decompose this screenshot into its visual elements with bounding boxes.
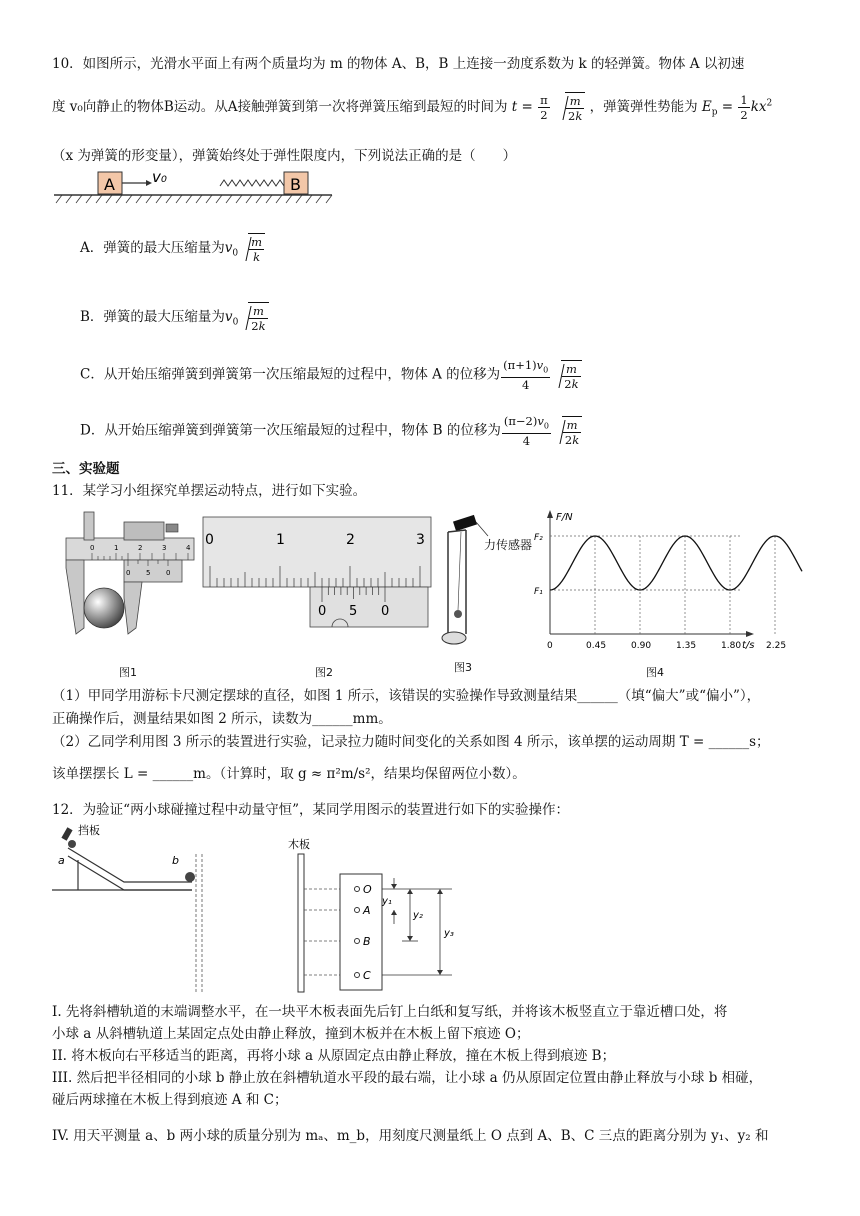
point-c: C (363, 969, 371, 982)
sensor-pointer (476, 522, 488, 536)
ruler-main-2: 2 (346, 532, 355, 548)
q10-line1: 10．如图所示，光滑水平面上有两个质量均为 m 的物体 A、B，B 上连接一劲度系数为 k 的轻弹簧。物体 A 以初速 (52, 56, 745, 72)
caliper-main-4: 4 (186, 544, 191, 552)
q12-step3a: III. 然后把半径相同的小球 b 静止放在斜槽轨道水平段的最右端，让小球 a 仍从原固定位置由静止释放与小球 b 相碰， (52, 1070, 763, 1086)
y-axis-arrow-icon (547, 510, 553, 518)
caliper-main-3: 3 (162, 544, 167, 552)
option-c (80, 358, 582, 392)
ball-a-label: a (58, 854, 65, 867)
collision-apparatus-figure (52, 820, 472, 992)
marked-paper (340, 874, 382, 990)
point-b: B (363, 935, 371, 948)
option-a: A．弹簧的最大压缩量为$v_0$ $\frac{m}{k}$ (80, 233, 265, 264)
force-time-graph (532, 506, 787, 652)
option-d (80, 414, 582, 448)
force-sensor-block (453, 515, 477, 531)
q12-step1b: 小球 a 从斜槽轨道上某固定点处由静止释放，撞到木板并在木板上留下痕迹 O； (52, 1026, 530, 1042)
main-ruler (203, 517, 431, 587)
time-tick-label: 0.45 (586, 641, 607, 651)
ruler-main-3: 3 (416, 532, 425, 548)
label-y2: y₂ (413, 910, 423, 921)
caliper-jaw-moving (124, 582, 142, 634)
frac-pi-minus-2: $\frac{(\pi-2)v_0}{4}$ (503, 414, 549, 449)
ball-a (68, 840, 76, 848)
time-tick-label: 1.80 (721, 641, 742, 651)
frac-pi-plus-1: $\frac{(\pi+1)v_0}{4}$ (503, 358, 549, 393)
option-c-text: C．从开始压缩弹簧到弹簧第一次压缩最短的过程中，物体 A 的位移为 (80, 366, 501, 383)
graph-xlabel: t/s (742, 640, 755, 651)
vernier-10: 0 (381, 604, 390, 619)
q11-p1: （1）甲同学用游标卡尺测定摆球的直径，如图 1 所示，该错误的实验操作导致测量结果______（填“偏大”或“偏小”）， (52, 688, 761, 704)
caliper-figure (58, 508, 196, 642)
vernier-0: 0 (318, 604, 327, 619)
q11-p2b: 该单摆摆长 L = ______m。（计算时，取 g ≈ π²m/s²，结果均保留两位小数）。 (52, 766, 526, 782)
lock-screw-icon (166, 524, 178, 532)
baffle-label: 挡板 (78, 824, 100, 837)
q11-p2: （2）乙同学利用图 3 所示的装置进行实验，记录拉力随时间变化的关系如图 4 所示，该单摆的运动周期 T = ______s； (52, 734, 770, 750)
time-tick-label: 0.90 (631, 641, 652, 651)
time-tick-label: 2.25 (766, 641, 787, 651)
force-curve (550, 536, 802, 590)
option-b: B．弹簧的最大压缩量为$v_0$ $\frac{m}{2k}$ (80, 302, 269, 333)
section-heading: 三、实验题 (52, 461, 120, 477)
point-a: A (363, 904, 371, 917)
label-y1: y₁ (382, 896, 392, 907)
vernier-5: 5 (349, 604, 358, 619)
sqrt-m-2k-c: $\frac{m}{2k}$ (551, 360, 581, 391)
graph-tick-labels (586, 641, 786, 651)
option-d-text: D．从开始压缩弹簧到弹簧第一次压缩最短的过程中，物体 B 的位移为 (80, 422, 501, 439)
force-sensor-label: 力传感器 (484, 538, 533, 552)
sqrt-m-2k-d: $\frac{m}{2k}$ (552, 416, 582, 447)
caliper-vernier (124, 560, 182, 582)
caliper-jaw-fixed (66, 560, 84, 634)
q12-step4: IV. 用天平测量 a、b 两小球的质量分别为 mₐ、m_b，用刻度尺测量纸上 O 点到 A、B、C 三点的距离分别为 y₁、y₂ 和 (52, 1128, 769, 1144)
fig3-caption: 图3 (454, 661, 472, 674)
caliper-main-scale (66, 538, 194, 560)
projection-lines (304, 889, 340, 975)
option-b-text: B．弹簧的最大压缩量为 (80, 309, 225, 325)
q12-step2: II. 将木板向右平移适当的距离，再将小球 a 从原固定点由静止释放，撞在木板上得到痕迹 B； (52, 1048, 616, 1064)
sqrt-m-k: $\frac{m}{k}$ (238, 233, 265, 264)
q11-p1b: 正确操作后，测量结果如图 2 所示，读数为______mm。 (52, 711, 392, 727)
block-b-label: B (290, 175, 301, 194)
pi-over-2: $\frac{\pi}{2}$ (540, 93, 548, 122)
graph-grid (550, 536, 775, 634)
measurement-labels (381, 896, 454, 939)
ground-hatching (56, 195, 332, 203)
ruler-main-1: 1 (276, 532, 285, 548)
q10-line2b: ，弹簧弹性势能为 (589, 99, 698, 115)
q12-step1a: I. 先将斜槽轨道的末端调整水平，在一块平木板表面先后钉上白纸和复写纸，并将该木板竖直立于靠近槽口处，将 (52, 1004, 728, 1020)
stand-crossbar (448, 530, 466, 532)
pendulum-string (458, 532, 461, 610)
block-a-label: A (104, 175, 115, 194)
caliper-vernier-0: 0 (126, 569, 131, 577)
wooden-board (298, 854, 304, 992)
pendulum-bob (454, 610, 462, 618)
spring (220, 180, 284, 186)
q12-step3b: 碰后两球撞在木板上得到痕迹 A 和 C； (52, 1092, 288, 1108)
spring-block-figure (52, 166, 334, 210)
caliper-slider (124, 522, 164, 540)
pendulum-ball (84, 588, 124, 628)
x-axis-arrow-icon (746, 631, 754, 637)
pendulum-stand-figure (436, 510, 536, 655)
caliper-main-1: 1 (114, 544, 119, 552)
time-tick-label: 1.35 (676, 641, 697, 651)
board-label: 木板 (288, 838, 310, 851)
graph-f1: F₁ (534, 587, 543, 597)
vernier-figure (202, 516, 434, 630)
graph-ylabel: F/N (556, 512, 573, 523)
point-o: O (363, 883, 372, 896)
half: $\frac{1}{2}$ (740, 93, 748, 122)
option-a-text: A．弹簧的最大压缩量为 (80, 240, 225, 256)
q10-line2: 度 v₀向静止的物体B运动。从A接触弹簧到第一次将弹簧压缩到最短的时间为 t = $\frac{\pi}{2}$ $\frac{m}{2k}$ ，弹簧弹性势能为 $E_p$ = $\frac{1}{2}$ $kx^2$ (52, 93, 773, 123)
label-y3: y₃ (444, 928, 454, 939)
q11-line1: 11．某学习小组探究单摆运动特点，进行如下实验。 (52, 483, 367, 499)
q12-line1: 12．为验证“两小球碰撞过程中动量守恒”，某同学用图示的装置进行如下的实验操作： (52, 802, 569, 818)
q10-line3: （x 为弹簧的形变量），弹簧始终处于弹性限度内，下列说法正确的是（ ） (52, 148, 517, 164)
ruler-main-0: 0 (205, 532, 214, 548)
fig2-caption: 图2 (315, 666, 333, 679)
caliper-jaw-upper (84, 512, 94, 540)
graph-origin: 0 (547, 641, 553, 651)
stand-base (442, 632, 466, 644)
graph-f2: F₂ (534, 533, 543, 543)
caliper-main-0: 0 (90, 544, 95, 552)
fig1-caption: 图1 (119, 666, 137, 679)
sqrt-m-2k-b: $\frac{m}{2k}$ (238, 302, 268, 333)
velocity-label: v₀ (152, 168, 167, 186)
q10-line2a: 度 v₀向静止的物体B运动。从A接触弹簧到第一次将弹簧压缩到最短的时间为 (52, 99, 508, 115)
baffle (61, 827, 72, 840)
caliper-vernier-10: 0 (166, 569, 171, 577)
ball-b (185, 872, 195, 882)
fig4-caption: 图4 (646, 666, 664, 679)
caliper-vernier-5: 5 (146, 569, 151, 577)
ball-b-label: b (172, 854, 179, 867)
caliper-main-2: 2 (138, 544, 143, 552)
vernier-scale (310, 587, 428, 627)
measurement-arrows (391, 884, 443, 975)
sqrt-m-2k: $\frac{m}{2k}$ (555, 92, 585, 123)
